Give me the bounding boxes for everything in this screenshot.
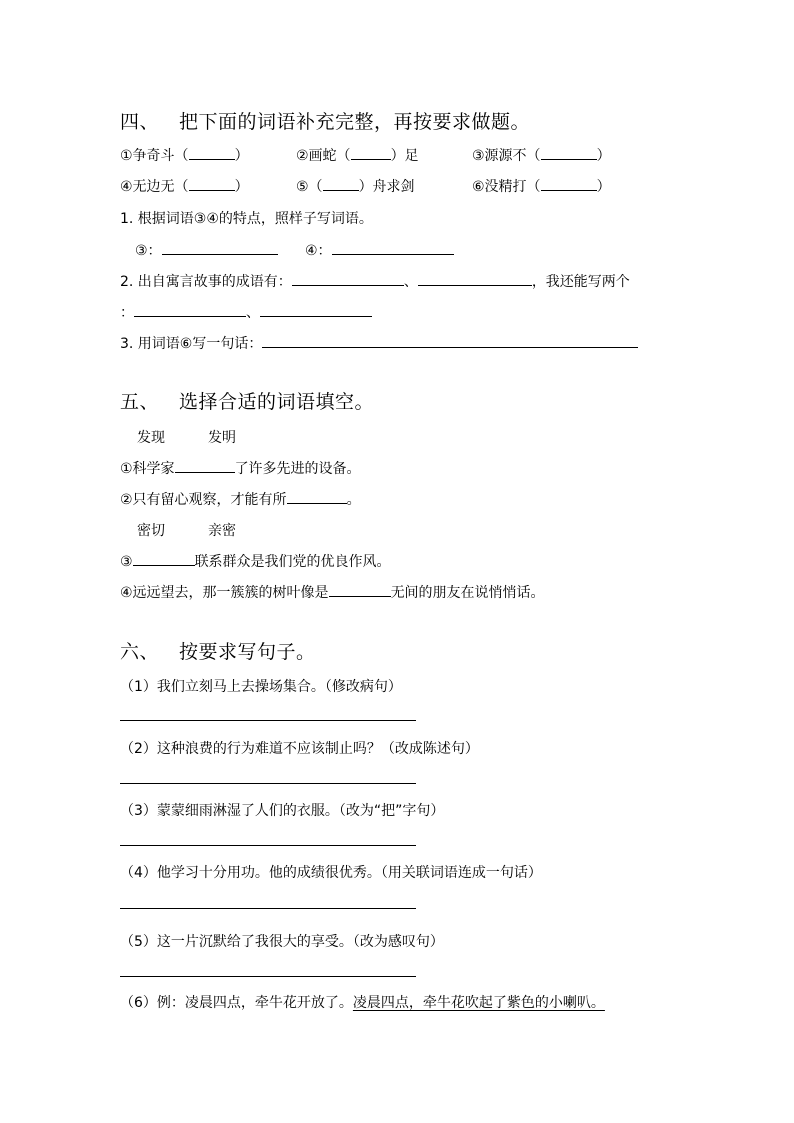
word-choice-4: 亲密 [208,523,236,539]
idiom-1: ①争奇斗（ ） [120,145,249,165]
word-choice-1: 发现 [137,430,165,446]
section-4-heading [120,107,530,134]
section-title: 按要求写句子。 [179,641,316,663]
answer-line[interactable] [120,976,416,977]
answer-blank[interactable] [323,176,359,191]
answer-blank[interactable] [133,551,195,566]
answer-line[interactable] [292,271,404,286]
example-sentence: 凌晨四点，牵牛花吹起了紫色的小喇叭。 [352,995,605,1011]
answer-line[interactable] [162,240,278,255]
answer-blank[interactable] [351,145,391,160]
answer-line[interactable] [134,302,246,317]
answer-blank[interactable] [541,145,597,160]
answer-blank[interactable] [175,458,235,473]
fill-sentence-1: ①科学家 了许多先进的设备。 [120,458,361,478]
idiom-5: ⑤（ ）舟求剑 [296,176,415,196]
question-1-answer-b: ④： [305,240,454,260]
rewrite-item-4: （4）他学习十分用功。他的成绩很优秀。（用关联词语连成一句话） [120,865,542,881]
answer-blank[interactable] [287,489,347,504]
answer-line[interactable] [120,720,416,721]
answer-line[interactable] [120,908,416,909]
fill-sentence-2: ②只有留心观察，才能有所 。 [120,489,361,509]
answer-line[interactable] [418,271,532,286]
question-1-answer-a: ③： [135,240,278,260]
idiom-6: ⑥没精打（ ） [472,176,611,196]
question-2: 2. 出自寓言故事的成语有： 、 ，我还能写两个 [120,271,630,291]
section-5-heading [120,387,374,414]
fill-sentence-4: ④远远望去，那一簇簇的树叶像是 无间的朋友在说悄悄话。 [120,582,545,602]
answer-line[interactable] [332,240,454,255]
question-2-continued: ： 、 [120,302,372,322]
word-choice-3: 密切 [137,523,165,539]
rewrite-item-6: （6）例：凌晨四点，牵牛花开放了。凌晨四点，牵牛花吹起了紫色的小喇叭。 [120,995,605,1011]
question-3: 3. 用词语⑥写一句话： [120,333,638,353]
rewrite-item-3: （3）蒙蒙细雨淋湿了人们的衣服。（改为“把”字句） [120,803,445,819]
word-choice-2: 发明 [208,430,236,446]
answer-line[interactable] [120,783,416,784]
answer-blank[interactable] [189,145,235,160]
fill-sentence-3: ③ 联系群众是我们党的优良作风。 [120,551,391,571]
answer-blank[interactable] [541,176,597,191]
answer-blank[interactable] [329,582,391,597]
rewrite-item-2: （2）这种浪费的行为难道不应该制止吗？（改成陈述句） [120,741,479,757]
rewrite-item-1: （1）我们立刻马上去操场集合。（修改病句） [120,679,402,695]
section-number: 六、 [120,641,160,663]
idiom-3: ③源源不（ ） [472,145,611,165]
section-number: 四、 [120,111,160,133]
answer-line[interactable] [260,302,372,317]
section-6-heading [120,637,316,664]
idiom-2: ②画蛇（ ）足 [296,145,419,165]
answer-line[interactable] [262,333,638,348]
question-1: 1. 根据词语③④的特点，照样子写词语。 [120,211,373,227]
rewrite-item-5: （5）这一片沉默给了我很大的享受。（改为感叹句） [120,934,444,950]
idiom-4: ④无边无（ ） [120,176,249,196]
answer-blank[interactable] [189,176,235,191]
answer-line[interactable] [120,845,416,846]
section-title: 把下面的词语补充完整，再按要求做题。 [179,111,531,133]
section-number: 五、 [120,391,160,413]
section-title: 选择合适的词语填空。 [179,391,375,413]
